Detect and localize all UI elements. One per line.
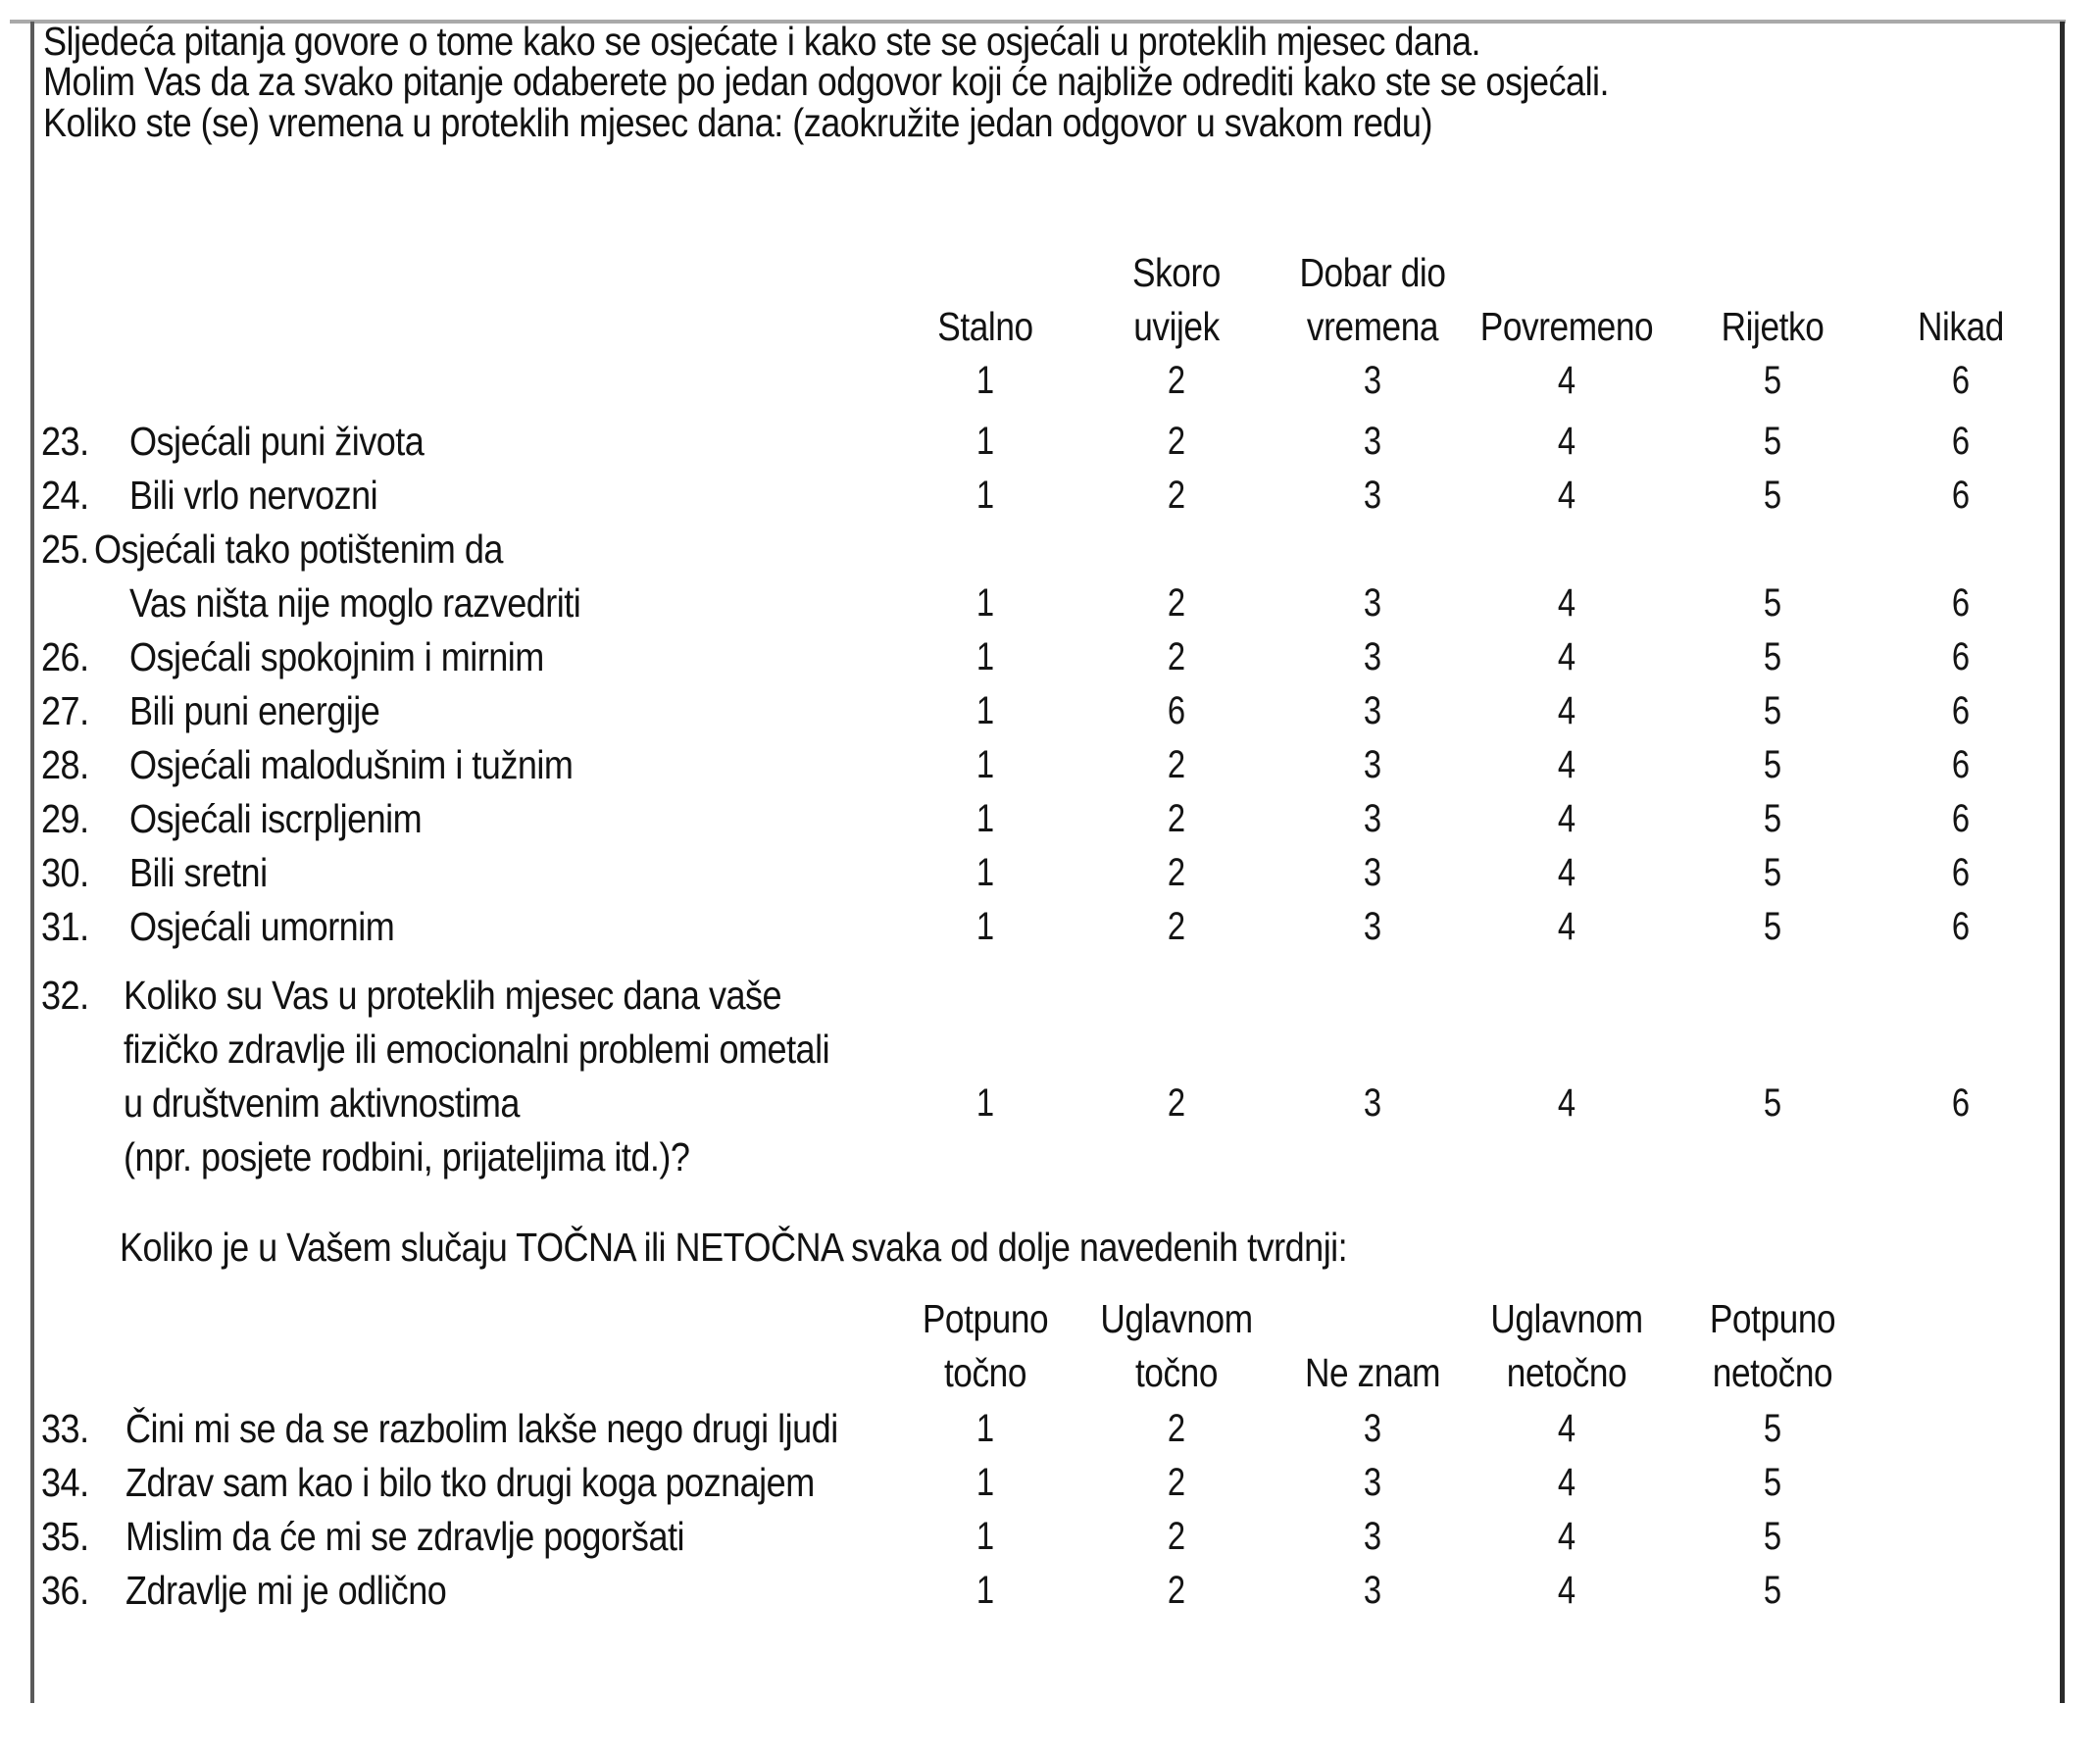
section1-scale-value-0[interactable]: 1 bbox=[975, 359, 995, 402]
answer-35-2[interactable]: 2 bbox=[1167, 1515, 1186, 1558]
section1-header-3: Povremeno bbox=[1479, 304, 1654, 349]
item-number-26: 26. bbox=[41, 634, 89, 679]
item-text-24: Bili vrlo nervozni bbox=[129, 473, 378, 518]
item-text-29: Osjećali iscrpljenim bbox=[129, 796, 423, 841]
section2-header-top-3: Uglavnom bbox=[1490, 1296, 1643, 1341]
item-number-23: 23. bbox=[41, 419, 89, 464]
answer-24-4[interactable]: 4 bbox=[1557, 474, 1576, 517]
item-text-31: Osjećali umornim bbox=[129, 904, 395, 949]
answer-27-6[interactable]: 6 bbox=[1951, 689, 1971, 732]
answer-25-2[interactable]: 2 bbox=[1167, 581, 1186, 625]
answer-29-6[interactable]: 6 bbox=[1951, 797, 1971, 840]
item-number-27: 27. bbox=[41, 688, 89, 733]
item-text-33: Čini mi se da se razbolim lakše nego drugi ljudi bbox=[125, 1406, 838, 1451]
answer-30-3[interactable]: 3 bbox=[1363, 851, 1382, 894]
answer-27-4[interactable]: 4 bbox=[1557, 689, 1576, 732]
item-number-35: 35. bbox=[41, 1514, 89, 1559]
item-number-31: 31. bbox=[41, 904, 89, 949]
item-number-34: 34. bbox=[41, 1460, 89, 1505]
item-text-28: Osjećali malodušnim i tužnim bbox=[129, 742, 574, 787]
answer-27-5[interactable]: 5 bbox=[1763, 689, 1782, 732]
answer-29-2[interactable]: 2 bbox=[1167, 797, 1186, 840]
section1-header-5: Nikad bbox=[1917, 304, 2004, 349]
answer-25-1[interactable]: 1 bbox=[975, 581, 995, 625]
answer-28-6[interactable]: 6 bbox=[1951, 743, 1971, 786]
item-number-25: 25. bbox=[41, 526, 89, 572]
answer-24-3[interactable]: 3 bbox=[1363, 474, 1382, 517]
item-number-24: 24. bbox=[41, 473, 89, 518]
answer-33-3[interactable]: 3 bbox=[1363, 1407, 1382, 1450]
answer-23-6[interactable]: 6 bbox=[1951, 420, 1971, 463]
answer-26-6[interactable]: 6 bbox=[1951, 635, 1971, 678]
answer-26-5[interactable]: 5 bbox=[1763, 635, 1782, 678]
answer-31-6[interactable]: 6 bbox=[1951, 905, 1971, 948]
section1-header-4: Rijetko bbox=[1721, 304, 1825, 349]
answer-35-5[interactable]: 5 bbox=[1763, 1515, 1782, 1558]
answer-35-4[interactable]: 4 bbox=[1557, 1515, 1576, 1558]
answer-36-4[interactable]: 4 bbox=[1557, 1569, 1576, 1612]
answer-34-2[interactable]: 2 bbox=[1167, 1461, 1186, 1504]
answer-35-1[interactable]: 1 bbox=[975, 1515, 995, 1558]
section1-scale-value-4[interactable]: 5 bbox=[1763, 359, 1782, 402]
section1-header-top-1: Skoro bbox=[1132, 250, 1221, 295]
answer-25-3[interactable]: 3 bbox=[1363, 581, 1382, 625]
section1-header-top-2: Dobar dio bbox=[1299, 250, 1446, 295]
answer-24-6[interactable]: 6 bbox=[1951, 474, 1971, 517]
answer-30-2[interactable]: 2 bbox=[1167, 851, 1186, 894]
answer-23-4[interactable]: 4 bbox=[1557, 420, 1576, 463]
answer-30-1[interactable]: 1 bbox=[975, 851, 995, 894]
answer-28-5[interactable]: 5 bbox=[1763, 743, 1782, 786]
item-text-34: Zdrav sam kao i bilo tko drugi koga poznajem bbox=[125, 1460, 815, 1505]
answer-35-3[interactable]: 3 bbox=[1363, 1515, 1382, 1558]
answer-31-3[interactable]: 3 bbox=[1363, 905, 1382, 948]
answer-36-5[interactable]: 5 bbox=[1763, 1569, 1782, 1612]
item-number-36: 36. bbox=[41, 1568, 89, 1613]
answer-25-6[interactable]: 6 bbox=[1951, 581, 1971, 625]
answer-26-4[interactable]: 4 bbox=[1557, 635, 1576, 678]
answer-26-3[interactable]: 3 bbox=[1363, 635, 1382, 678]
section1-scale-value-5[interactable]: 6 bbox=[1951, 359, 1971, 402]
answer-23-2[interactable]: 2 bbox=[1167, 420, 1186, 463]
item-text-26: Osjećali spokojnim i mirnim bbox=[129, 634, 544, 679]
item-text-32-line4: (npr. posjete rodbini, prijateljima itd.)? bbox=[124, 1134, 690, 1179]
item-text-27: Bili puni energije bbox=[129, 688, 380, 733]
answer-34-3[interactable]: 3 bbox=[1363, 1461, 1382, 1504]
answer-36-3[interactable]: 3 bbox=[1363, 1569, 1382, 1612]
answer-23-5[interactable]: 5 bbox=[1763, 420, 1782, 463]
item-number-32: 32. bbox=[41, 973, 89, 1018]
answer-28-4[interactable]: 4 bbox=[1557, 743, 1576, 786]
answer-24-1[interactable]: 1 bbox=[975, 474, 995, 517]
section1-header-2: vremena bbox=[1306, 304, 1439, 349]
intro-line-1: Sljedeća pitanja govore o tome kako se osjećate i kako ste se osjećali u proteklih mjesec dana. bbox=[43, 19, 1481, 64]
answer-27-3[interactable]: 3 bbox=[1363, 689, 1382, 732]
answer-34-5[interactable]: 5 bbox=[1763, 1461, 1782, 1504]
section2-prompt: Koliko je u Vašem slučaju TOČNA ili NETOČNA svaka od dolje navedenih tvrdnji: bbox=[120, 1225, 1348, 1270]
answer-32-5[interactable]: 5 bbox=[1763, 1081, 1782, 1125]
section2-header-2: Ne znam bbox=[1304, 1350, 1441, 1395]
answer-32-6[interactable]: 6 bbox=[1951, 1081, 1971, 1125]
item-number-29: 29. bbox=[41, 796, 89, 841]
answer-32-1[interactable]: 1 bbox=[975, 1081, 995, 1125]
answer-27-1[interactable]: 1 bbox=[975, 689, 995, 732]
section2-header-3: netočno bbox=[1506, 1350, 1627, 1395]
intro-line-3: Koliko ste (se) vremena u proteklih mjesec dana: (zaokružite jedan odgovor u svakom redu) bbox=[43, 100, 1432, 145]
answer-34-4[interactable]: 4 bbox=[1557, 1461, 1576, 1504]
item-text-23: Osjećali puni života bbox=[129, 419, 425, 464]
item-number-28: 28. bbox=[41, 742, 89, 787]
item-number-33: 33. bbox=[41, 1406, 89, 1451]
item-text-35: Mislim da će mi se zdravlje pogoršati bbox=[125, 1514, 684, 1559]
answer-32-3[interactable]: 3 bbox=[1363, 1081, 1382, 1125]
answer-33-4[interactable]: 4 bbox=[1557, 1407, 1576, 1450]
item-text-32-line1: Koliko su Vas u proteklih mjesec dana vaše bbox=[124, 973, 782, 1018]
item-text-30: Bili sretni bbox=[129, 850, 268, 895]
answer-29-1[interactable]: 1 bbox=[975, 797, 995, 840]
answer-30-4[interactable]: 4 bbox=[1557, 851, 1576, 894]
section2-header-top-1: Uglavnom bbox=[1100, 1296, 1253, 1341]
answer-23-3[interactable]: 3 bbox=[1363, 420, 1382, 463]
section2-header-0: točno bbox=[943, 1350, 1027, 1395]
answer-29-3[interactable]: 3 bbox=[1363, 797, 1382, 840]
answer-29-4[interactable]: 4 bbox=[1557, 797, 1576, 840]
answer-31-5[interactable]: 5 bbox=[1763, 905, 1782, 948]
answer-31-4[interactable]: 4 bbox=[1557, 905, 1576, 948]
answer-36-1[interactable]: 1 bbox=[975, 1569, 995, 1612]
answer-26-2[interactable]: 2 bbox=[1167, 635, 1186, 678]
answer-33-2[interactable]: 2 bbox=[1167, 1407, 1186, 1450]
answer-28-3[interactable]: 3 bbox=[1363, 743, 1382, 786]
section2-header-top-4: Potpuno bbox=[1709, 1296, 1836, 1341]
item-number-30: 30. bbox=[41, 850, 89, 895]
item-text-36: Zdravlje mi je odlično bbox=[125, 1568, 447, 1613]
section1-header-0: Stalno bbox=[937, 304, 1033, 349]
section1-scale-value-1[interactable]: 2 bbox=[1167, 359, 1186, 402]
answer-23-1[interactable]: 1 bbox=[975, 420, 995, 463]
answer-34-1[interactable]: 1 bbox=[975, 1461, 995, 1504]
answer-27-2[interactable]: 6 bbox=[1167, 689, 1186, 732]
page-border-right bbox=[2060, 22, 2065, 1703]
answer-25-4[interactable]: 4 bbox=[1557, 581, 1576, 625]
answer-36-2[interactable]: 2 bbox=[1167, 1569, 1186, 1612]
item-text-32-line2: fizičko zdravlje ili emocionalni problemi ometali bbox=[124, 1027, 830, 1072]
section2-header-1: točno bbox=[1134, 1350, 1219, 1395]
item-text2-25: Vas ništa nije moglo razvedriti bbox=[129, 580, 581, 626]
answer-31-1[interactable]: 1 bbox=[975, 905, 995, 948]
section1-header-1: uvijek bbox=[1133, 304, 1220, 349]
answer-29-5[interactable]: 5 bbox=[1763, 797, 1782, 840]
item-text-25: Osjećali tako potištenim da bbox=[94, 526, 503, 572]
answer-32-4[interactable]: 4 bbox=[1557, 1081, 1576, 1125]
intro-line-2: Molim Vas da za svako pitanje odaberete po jedan odgovor koji će najbliže odrediti kako ste se osjećali. bbox=[43, 59, 1610, 104]
answer-33-1[interactable]: 1 bbox=[975, 1407, 995, 1450]
answer-28-1[interactable]: 1 bbox=[975, 743, 995, 786]
answer-24-2[interactable]: 2 bbox=[1167, 474, 1186, 517]
answer-32-2[interactable]: 2 bbox=[1167, 1081, 1186, 1125]
section2-header-4: netočno bbox=[1712, 1350, 1833, 1395]
section2-header-top-0: Potpuno bbox=[922, 1296, 1049, 1341]
answer-33-5[interactable]: 5 bbox=[1763, 1407, 1782, 1450]
answer-26-1[interactable]: 1 bbox=[975, 635, 995, 678]
section1-scale-value-2[interactable]: 3 bbox=[1363, 359, 1382, 402]
section1-scale-value-3[interactable]: 4 bbox=[1557, 359, 1576, 402]
answer-30-5[interactable]: 5 bbox=[1763, 851, 1782, 894]
answer-31-2[interactable]: 2 bbox=[1167, 905, 1186, 948]
item-text-32-line3: u društvenim aktivnostima bbox=[124, 1080, 520, 1126]
page-border-left bbox=[30, 22, 34, 1703]
answer-28-2[interactable]: 2 bbox=[1167, 743, 1186, 786]
answer-24-5[interactable]: 5 bbox=[1763, 474, 1782, 517]
answer-30-6[interactable]: 6 bbox=[1951, 851, 1971, 894]
answer-25-5[interactable]: 5 bbox=[1763, 581, 1782, 625]
